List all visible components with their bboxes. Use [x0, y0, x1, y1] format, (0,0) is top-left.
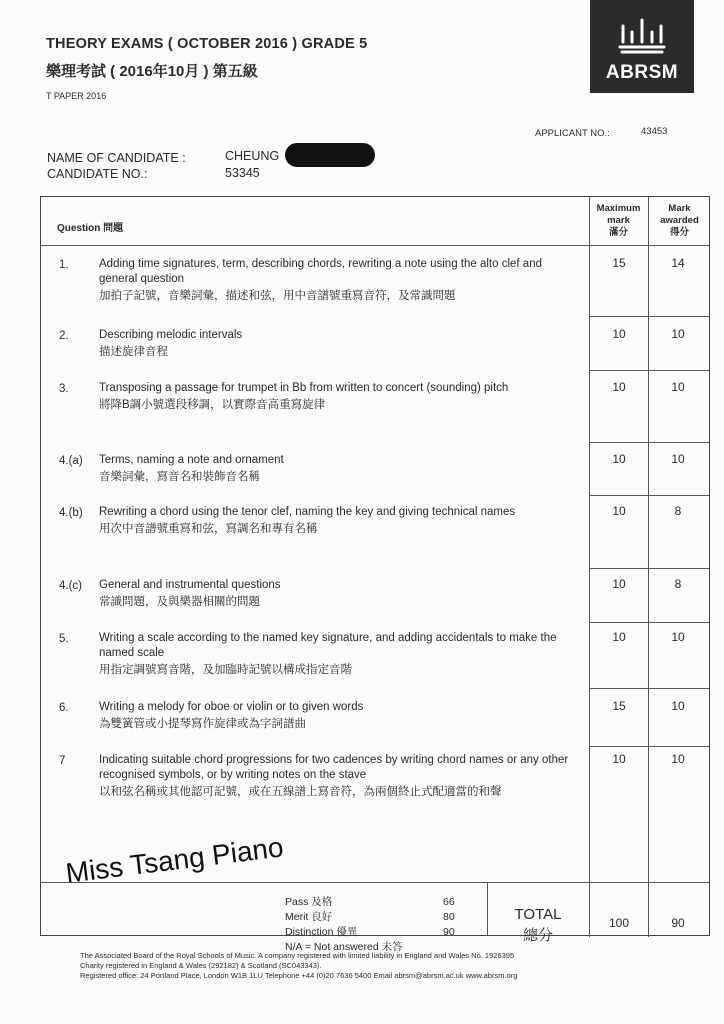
- max-mark: 10: [612, 504, 626, 518]
- awarded-mark: 10: [671, 630, 685, 644]
- max-mark: 10: [612, 630, 626, 644]
- awarded-mark: 10: [671, 380, 685, 394]
- question-number: 1.: [59, 259, 69, 271]
- candidate-name: CHEUNG: [225, 149, 280, 163]
- candidate-no-label: CANDIDATE NO.:: [47, 167, 148, 181]
- logo-text: ABRSM: [605, 62, 679, 83]
- awarded-mark: 10: [671, 752, 685, 766]
- max-mark: 10: [612, 752, 626, 766]
- max-mark: 10: [612, 380, 626, 394]
- grade-pass: Pass 及格: [285, 896, 333, 908]
- grade-merit: Merit 良好: [285, 911, 333, 923]
- column-header-question: Question 問題: [57, 223, 124, 234]
- paper-label: T PAPER 2016: [46, 91, 107, 101]
- question-number: 4.(c): [59, 580, 82, 592]
- question-text: Terms, naming a note and ornament 音樂詞彙，寫音名和裝飾音名稱: [99, 454, 284, 483]
- candidate-values: [225, 148, 279, 182]
- candidate-labels: [47, 150, 186, 182]
- column-header-max: Maximum mark 滿分: [596, 203, 641, 238]
- grade-distinction-value: 90: [443, 926, 455, 938]
- max-mark: 15: [612, 256, 626, 270]
- applicant-label: APPLICANT NO.:: [535, 128, 610, 139]
- grade-pass-value: 66: [443, 896, 455, 908]
- awarded-mark: 8: [674, 504, 682, 518]
- footer-line-3: Registered office: 24 Portland Place, London W1B 1LU Telephone +44 (0)20 7636 5400 Email abrsm@abrsm.ac.uk www.abrsm.org: [80, 971, 518, 980]
- redaction-mark: [285, 143, 375, 167]
- question-text: Describing melodic intervals 描述旋律音程: [99, 329, 243, 358]
- question-number: 7: [59, 755, 66, 767]
- question-number: 5.: [59, 633, 69, 645]
- total-max: 100: [608, 916, 630, 930]
- applicant-number: 43453: [641, 126, 668, 137]
- total-awarded: 90: [671, 916, 685, 930]
- max-mark: 10: [612, 577, 626, 591]
- awarded-mark: 8: [674, 577, 682, 591]
- awarded-mark: 14: [671, 256, 685, 270]
- candidate-name-label: NAME OF CANDIDATE :: [47, 151, 186, 165]
- watermark-text: Miss Tsang Piano: [64, 831, 286, 889]
- not-answered-note: N/A = Not answered 未答: [285, 941, 403, 953]
- question-number: 4.(a): [59, 455, 83, 467]
- question-text: Writing a scale according to the named key signature, and adding accidentals to make the named scale 用指定調號寫音階，及加臨時記號以構成指定音階: [99, 632, 557, 676]
- abrsm-logo: [590, 0, 694, 93]
- question-number: 4.(b): [59, 507, 83, 519]
- exam-title-chinese: 樂理考試 ( 2016年10月 ) 第五級: [46, 63, 258, 80]
- awarded-mark: 10: [671, 699, 685, 713]
- footer-line-2: Charity registered in England & Wales (292182) & Scotland (SC043343).: [80, 961, 322, 970]
- question-number: 2.: [59, 330, 69, 342]
- grade-merit-value: 80: [443, 911, 455, 923]
- question-text: Transposing a passage for trumpet in Bb from written to concert (sounding) pitch 將降B調小號選段移調，以實際音高重寫旋律: [99, 382, 509, 411]
- question-text: General and instrumental questions 常識問題，及與樂器相關的問題: [99, 579, 281, 608]
- candidate-number: 53345: [225, 166, 260, 180]
- question-text: Indicating suitable chord progressions for two cadences by writing chord names or any other recognised symbols, or by writing notes on the stave 以和弦名稱或其他認可記號，或在五線譜上寫音符，為兩個終止式配適當的和聲: [99, 754, 569, 798]
- footer-line-1: The Associated Board of the Royal Schools of Music. A company registered with limited liability in England and Wales No. 1926395: [80, 951, 515, 960]
- question-text: Rewriting a chord using the tenor clef, naming the key and giving technical names 用次中音譜號重寫和弦，寫調名和專有名稱: [99, 506, 516, 535]
- awarded-mark: 10: [671, 327, 685, 341]
- question-text: Adding time signatures, term, describing chords, rewriting a note using the alto clef and general question 加拍子記號，音樂詞彙，描述和弦，用中音譜號重寫音符，及常識問題: [99, 258, 542, 302]
- marks-table: [40, 196, 710, 953]
- max-mark: 10: [612, 327, 626, 341]
- total-label: TOTAL 總分: [514, 906, 562, 944]
- exam-title: THEORY EXAMS ( OCTOBER 2016 ) GRADE 5: [46, 36, 368, 52]
- max-mark: 15: [612, 699, 626, 713]
- awarded-mark: 10: [671, 452, 685, 466]
- question-number: 3.: [59, 383, 69, 395]
- question-number: 6.: [59, 702, 69, 714]
- column-header-awarded: Mark awarded 得分: [660, 203, 699, 238]
- crown-icon: [617, 16, 667, 54]
- max-mark: 10: [612, 452, 626, 466]
- grade-distinction: Distinction 優異: [285, 926, 358, 938]
- question-text: Writing a melody for oboe or violin or to given words 為雙簧管或小提琴寫作旋律或為字詞譜曲: [99, 701, 364, 730]
- footer: [80, 951, 517, 981]
